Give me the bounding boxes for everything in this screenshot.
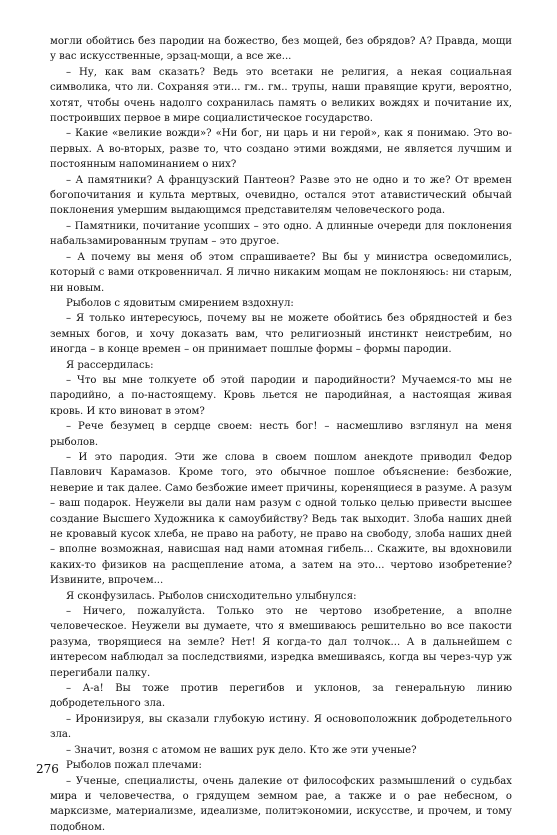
- paragraph: Я сконфузилась. Рыболов снисходительно улыбнулся:: [50, 589, 512, 604]
- paragraph: – Иронизируя, вы сказали глубокую истину. Я основоположник добродетельного зла.: [50, 712, 512, 743]
- paragraph: – Ну, как вам сказать? Ведь это всетаки не религия, а некая социальная символика, что ли. Сохраняя эти... гм.. гм.. трупы, наши правящие круги, вероятно, хотят, чтобы очень надолго сохранилась память о великих вождях и почитание их, построивших первое в мире социалистическое государство.: [50, 65, 512, 127]
- paragraph: могли обойтись без пародии на божество, без мощей, без обрядов? А? Правда, мощи у вас искусственные, эрзац-мощи, а все же...: [50, 34, 512, 65]
- page-number: 276: [36, 762, 59, 776]
- paragraph: – Какие «великие вожди»? «Ни бог, ни царь и ни герой», как я понимаю. Это во-первых. А во-вторых, разве то, что создано этими вождями, не является лучшим и постоянным напоминанием о них?: [50, 126, 512, 172]
- paragraph: Рыболов пожал плечами:: [50, 758, 512, 773]
- paragraph: – Я только интересуюсь, почему вы не можете обойтись без обрядностей и без земных богов, и хочу доказать вам, что религиозный инстинкт неистребим, но иногда – в конце времен – он принимает пошлые формы – формы пародии.: [50, 311, 512, 357]
- page-body: [50, 34, 512, 835]
- paragraph: – А почему вы меня об этом спрашиваете? Вы бы у министра осведомились, который с вами откровенничал. Я лично никаким мощам не поклоняюсь: ни старым, ни новым.: [50, 250, 512, 296]
- paragraph: Я рассердилась:: [50, 358, 512, 373]
- paragraph: – Значит, возня с атомом не ваших рук дело. Кто же эти ученые?: [50, 743, 512, 758]
- paragraph: – Ничего, пожалуйста. Только это не чертово изобретение, а вполне человеческое. Неужели вы думаете, что я вмешиваюсь решительно во все пакости разума, творящиеся на земле? Нет! Я когда-то дал толчок... А в дальнейшем с интересом наблюдал за последствиями, изредка вмешиваясь, когда вы через-чур уж перегибали палку.: [50, 604, 512, 681]
- paragraph: – А памятники? А французский Пантеон? Разве это не одно и то же? От времен богопочитания и культа мертвых, очевидно, остался этот атавистический обычай поклонения умершим выдающимся представителям человеческого рода.: [50, 173, 512, 219]
- paragraph: – А-а! Вы тоже против перегибов и уклонов, за генеральную линию добродетельного зла.: [50, 681, 512, 712]
- paragraph: – Рече безумец в сердце своем: несть бог! – насмешливо взглянул на меня рыболов.: [50, 419, 512, 450]
- paragraph: – Ученые, специалисты, очень далекие от философских размышлений о судьбах мира и человечества, о грядущем земном рае, а также и о рае небесном, о марксизме, материализме, идеализме, политэкономии, искусстве, и прочем, и тому подобном.: [50, 774, 512, 835]
- paragraph: – И это пародия. Эти же слова в своем пошлом анекдоте приводил Федор Павлович Карамазов. Кроме того, это обычное пошлое объяснение: безбожие, неверие и так далее. Само безбожие имеет причины, коренящиеся в разуме. А разум – ваш подарок. Неужели вы дали нам разум с одной только целью привести высшее создание Высшего Художника к самоубийству? Ведь так выходит. Злоба наших дней не кровавый кусок хлеба, не право на работу, не право на свободу, злоба наших дней – вполне возможная, нависшая над нами атомная гибель... Скажите, вы вдохновили каких-то физиков на расщепление атома, а затем на это... чертово изобретение? Извините, впрочем...: [50, 450, 512, 589]
- paragraph: – Что вы мне толкуете об этой пародии и пародийности? Мучаемся-то мы не пародийно, а по-настоящему. Кровь льется не пародийная, а настоящая живая кровь. И кто виноват в этом?: [50, 373, 512, 419]
- paragraph: Рыболов с ядовитым смирением вздохнул:: [50, 296, 512, 311]
- paragraph: – Памятники, почитание усопших – это одно. А длинные очереди для поклонения набальзамированным трупам – это другое.: [50, 219, 512, 250]
